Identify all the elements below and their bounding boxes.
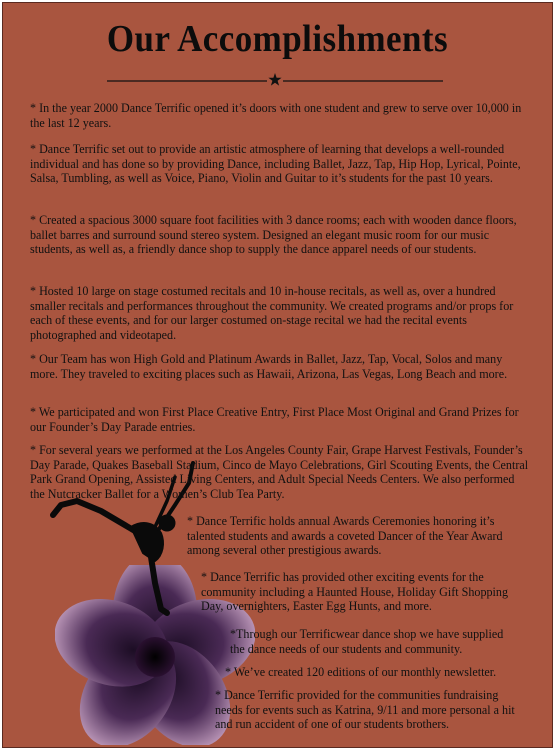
accomplishment-4: * Hosted 10 large on stage costumed recitals and 10 in-house recitals, as well as, over a hundred smaller recitals and performances throughout the community. We created programs and/or props for each of these events, and for our larger costumed on-stage recital we had the recital events photographed and videotaped. xyxy=(30,284,514,342)
accomplishment-3: * Created a spacious 3000 square foot facilities with 3 dance rooms; each with wooden dance floors, ballet barres and surround sound stereo system. Designed an elegant music room for our music students, as well as, a friendly dance shop to supply the dance apparel needs of our students. xyxy=(30,213,517,257)
star-ornament-icon xyxy=(268,73,281,86)
accomplishment-8: * Dance Terrific holds annual Awards Ceremonies honoring it’s talented students and awards a coveted Dancer of the Year Award among several other prestigious awards. xyxy=(187,514,503,558)
accomplishment-2: * Dance Terrific set out to provide an artistic atmosphere of learning that develops a well-rounded individual and has done so by providing Dance, including Ballet, Jazz, Tap, Hip Hop, Lyrical, Pointe, Salsa, Tumbling, as well as Voice, Piano, Violin and Guitar to it’s students for the past 10 years. xyxy=(30,142,521,186)
accomplishment-1: * In the year 2000 Dance Terrific opened it’s doors with one student and grew to serve over 10,000 in the last 12 years. xyxy=(30,101,522,130)
accomplishment-7: * For several years we performed at the Los Angeles County Fair, Grape Harvest Festivals, Founder’s Day Parade, Quakes Baseball Stadium, Cinco de Mayo Celebrations, Girl Scouting Events, the Central Park Grand Opening, Assisted Living Centers, and Adult Special Needs Centers. We also performed the Nutcracker Ballet for a Women’s Club Tea Party. xyxy=(30,443,529,501)
accomplishment-10: *Through our Terrificwear dance shop we have supplied the dance needs of our students and community. xyxy=(230,627,504,656)
accomplishment-6: * We participated and won First Place Creative Entry, First Place Most Original and Grand Prizes for our Founder’s Day Parade entries. xyxy=(30,405,519,434)
accomplishment-9: * Dance Terrific has provided other exciting events for the community including a Haunted House, Holiday Gift Shopping Day, overnighters, Easter Egg Hunts, and more. xyxy=(201,570,509,614)
page xyxy=(2,2,553,748)
accomplishment-12: * Dance Terrific provided for the communities fundraising needs for events such as Katrina, 9/11 and more personal a hit and run accident of one of our students brothers. xyxy=(215,688,515,732)
accomplishment-5: * Our Team has won High Gold and Platinum Awards in Ballet, Jazz, Tap, Vocal, Solos and many more. They traveled to exciting places such as Hawaii, Arizona, Las Vegas, Long Beach and more. xyxy=(30,352,508,381)
title-divider xyxy=(107,71,443,87)
page-title: Our Accomplishments xyxy=(106,18,449,60)
accomplishment-11: * We’ve created 120 editions of our monthly newsletter. xyxy=(225,665,497,679)
